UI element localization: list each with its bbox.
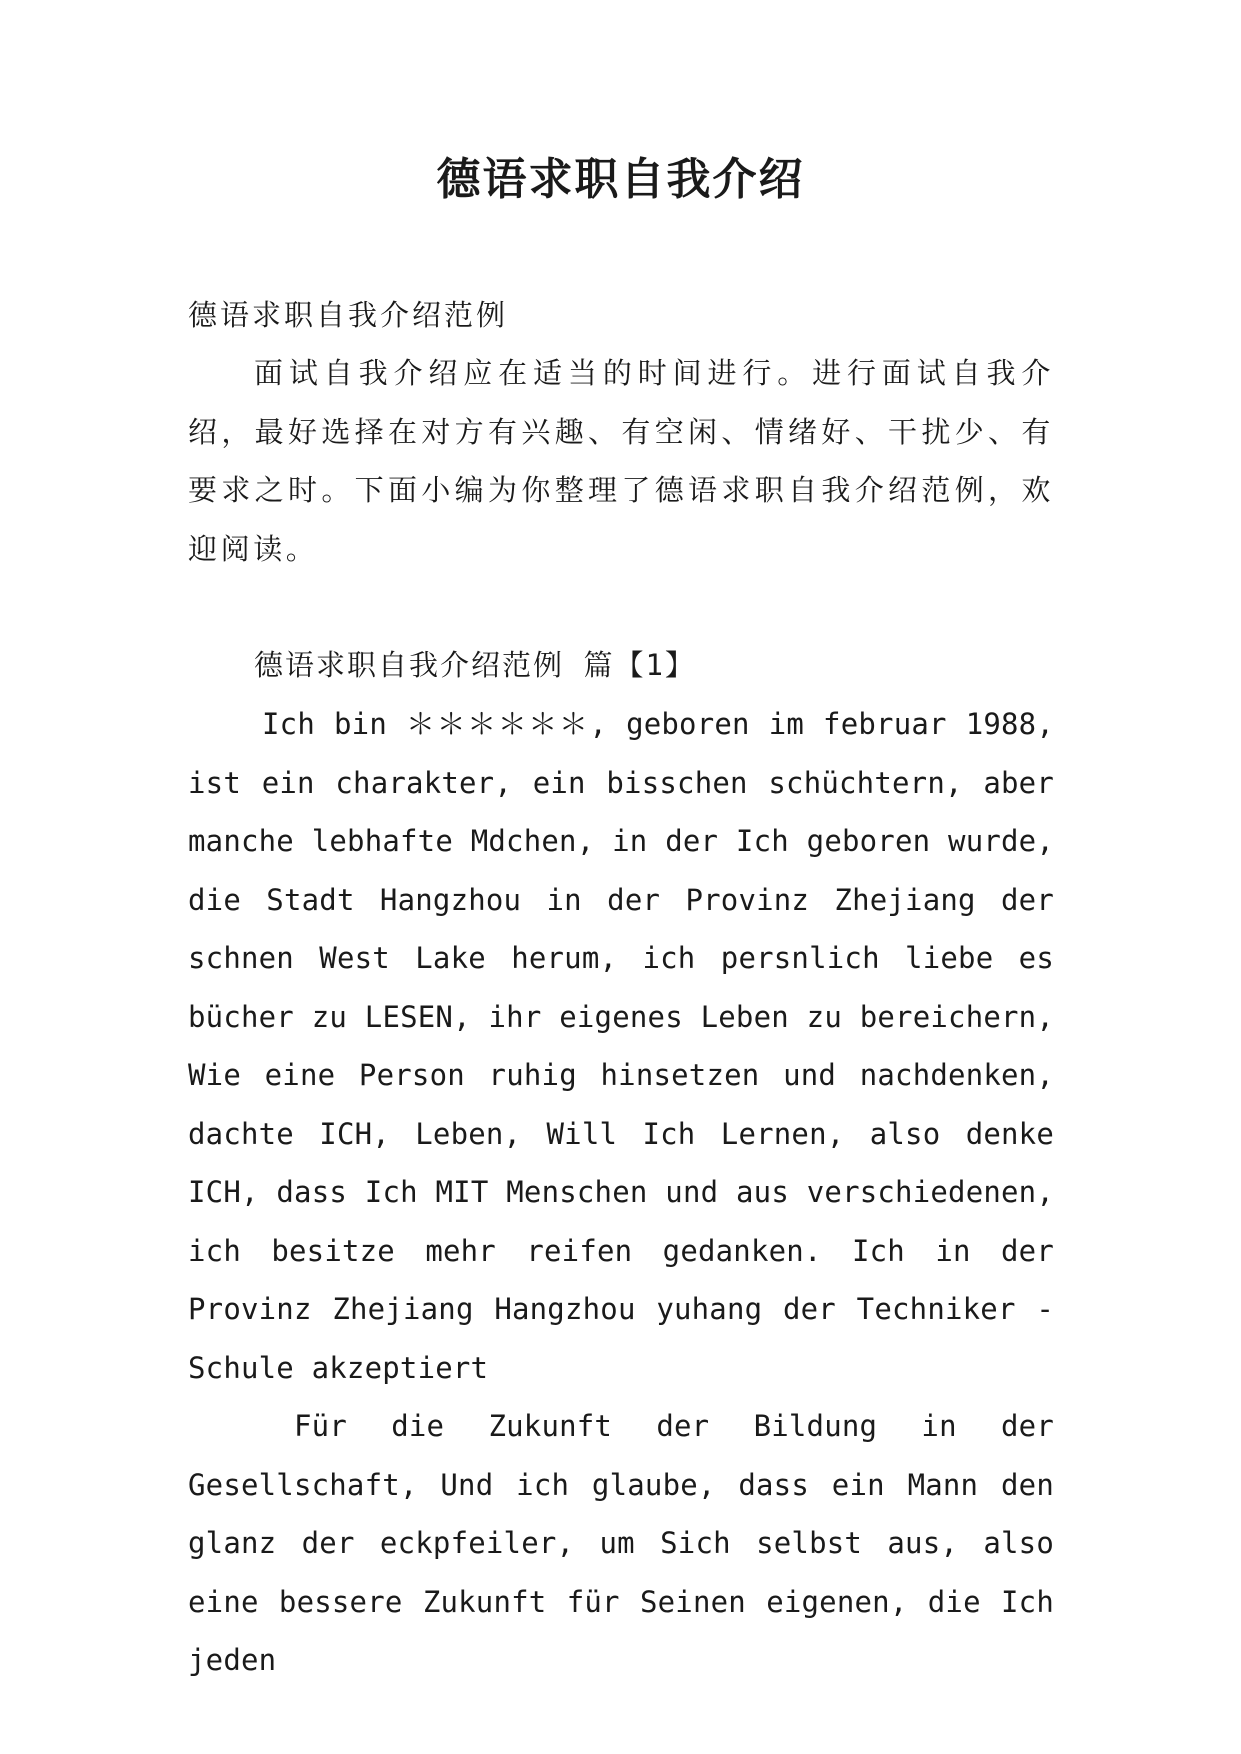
german-paragraph-1: Ich bin ＊＊＊＊＊＊, geboren im februar 1988, ist ein charakter, ein bisschen schüchtern, aber manche lebhafte Mdchen, in der Ich geboren wurde, die Stadt Hangzhou in der Provinz Zhejiang der schnen West Lake herum, ich persnlich liebe es bücher zu LESEN, ihr eigenes Leben zu bereichern, Wie eine Person ruhig hinsetzen und nachdenken, dachte ICH, Leben, Will Ich Lernen, also denke ICH, dass Ich MIT Menschen und aus verschiedenen, ich besitze mehr reifen gedanken. Ich in der Provinz Zhejiang Hangzhou yuhang der Techniker - Schule akzeptiert — [188, 707, 1054, 1385]
document-title: 德语求职自我介绍 — [436, 154, 805, 205]
document-subtitle: 德语求职自我介绍范例 — [188, 298, 509, 332]
german-paragraph-2: Für die Zukunft der Bildung in der Gesellschaft, Und ich glaube, dass ein Mann den glanz der eckpfeiler, um Sich selbst aus, also eine bessere Zukunft für Seinen eigenen, die Ich jeden — [188, 1409, 1054, 1677]
section-heading: 德语求职自我介绍范例 篇【1】 — [254, 648, 696, 682]
intro-paragraph: 面试自我介绍应在适当的时间进行。进行面试自我介绍，最好选择在对方有兴趣、有空闲、情绪好、干扰少、有要求之时。下面小编为你整理了德语求职自我介绍范例，欢迎阅读。 — [188, 356, 1054, 566]
german-text-block — [188, 695, 1054, 1690]
